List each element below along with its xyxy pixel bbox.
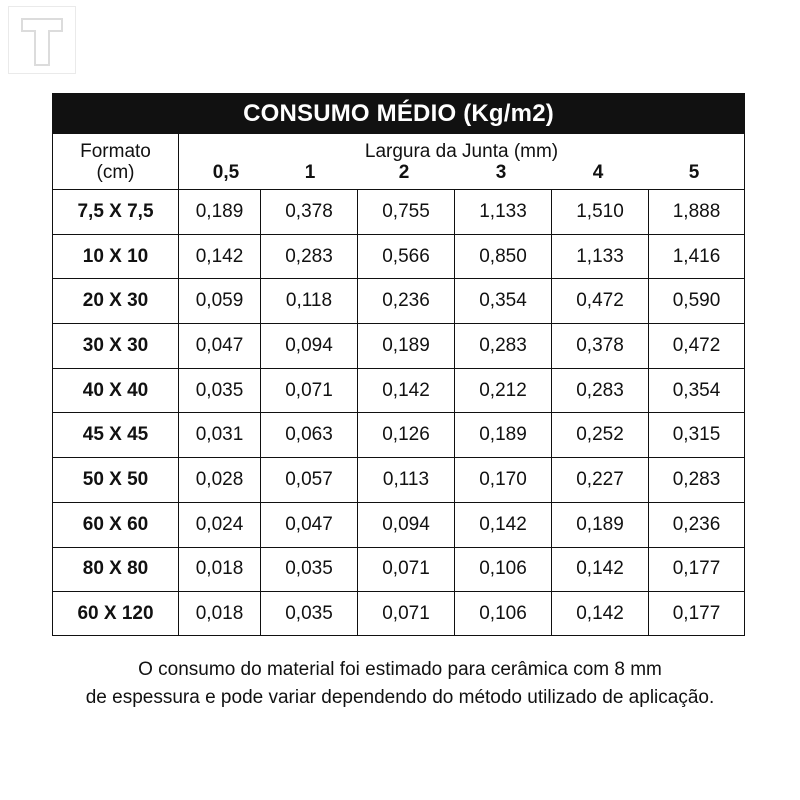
value-cell: 0,035 — [261, 548, 358, 592]
column-header: 3 — [495, 162, 507, 183]
table-row — [53, 278, 744, 323]
brand-logo — [8, 6, 76, 74]
value-cell: 0,590 — [672, 290, 721, 312]
value-cell: 0,189 — [179, 190, 261, 234]
table-row — [53, 189, 744, 234]
format-cell: 60 X 120 — [53, 592, 179, 636]
format-cell: 20 X 30 — [53, 279, 179, 323]
format-header-line1: Formato — [80, 140, 151, 162]
value-cell: 0,094 — [358, 503, 455, 547]
column-header: 4 — [592, 162, 604, 183]
value-cell: 0,057 — [261, 458, 358, 502]
consumption-table — [52, 93, 745, 636]
value-cell: 0,283 — [261, 235, 358, 279]
value-cell: 0,035 — [261, 592, 358, 636]
value-cell: 0,189 — [552, 503, 649, 547]
value-cell: 0,031 — [179, 413, 261, 457]
value-cell: 0,142 — [552, 548, 649, 592]
value-cell: 1,888 — [672, 200, 721, 222]
table-title: CONSUMO MÉDIO (Kg/m2) — [53, 94, 744, 134]
value-cell: 0,189 — [455, 413, 552, 457]
value-cell: 0,142 — [179, 235, 261, 279]
value-cell: 0,755 — [358, 190, 455, 234]
column-header: 2 — [398, 162, 410, 183]
value-cell: 0,252 — [552, 413, 649, 457]
joint-width-header — [179, 134, 744, 189]
value-cell: 0,236 — [358, 279, 455, 323]
value-cell: 0,018 — [179, 592, 261, 636]
table-row — [53, 412, 744, 457]
format-header-line2: (cm) — [96, 161, 135, 183]
table-row — [53, 547, 744, 592]
column-header: 5 — [688, 162, 700, 183]
value-cell: 0,354 — [455, 279, 552, 323]
value-cell: 0,071 — [358, 548, 455, 592]
format-cell: 50 X 50 — [53, 458, 179, 502]
value-cell: 0,566 — [358, 235, 455, 279]
format-cell: 7,5 X 7,5 — [53, 190, 179, 234]
value-cell: 1,133 — [455, 190, 552, 234]
value-cell: 0,472 — [672, 334, 721, 356]
value-cell: 0,047 — [261, 503, 358, 547]
table-row — [53, 368, 744, 413]
value-cell: 0,142 — [358, 369, 455, 413]
value-cell: 0,378 — [261, 190, 358, 234]
table-body — [53, 189, 744, 636]
footnote — [0, 656, 800, 712]
format-header — [53, 134, 179, 189]
value-cell: 0,071 — [358, 592, 455, 636]
value-cell: 0,189 — [358, 324, 455, 368]
value-cell: 0,283 — [672, 468, 721, 490]
value-cell: 0,047 — [179, 324, 261, 368]
value-cell: 0,177 — [672, 603, 721, 625]
value-cell: 0,113 — [358, 458, 455, 502]
format-cell: 45 X 45 — [53, 413, 179, 457]
format-cell: 30 X 30 — [53, 324, 179, 368]
value-cell: 0,063 — [261, 413, 358, 457]
value-cell: 0,094 — [261, 324, 358, 368]
table-row — [53, 234, 744, 279]
value-cell: 0,472 — [552, 279, 649, 323]
value-cell: 0,018 — [179, 548, 261, 592]
value-cell: 0,106 — [455, 548, 552, 592]
value-cell: 1,416 — [672, 245, 721, 267]
column-header: 0,5 — [212, 162, 240, 183]
value-cell: 1,133 — [552, 235, 649, 279]
value-cell: 0,177 — [672, 558, 721, 580]
value-cell: 0,024 — [179, 503, 261, 547]
value-cell: 0,059 — [179, 279, 261, 323]
value-cell: 0,315 — [672, 424, 721, 446]
value-cell: 0,126 — [358, 413, 455, 457]
value-cell: 0,850 — [455, 235, 552, 279]
value-cell: 0,142 — [552, 592, 649, 636]
format-cell: 10 X 10 — [53, 235, 179, 279]
value-cell: 0,071 — [261, 369, 358, 413]
value-cell: 0,212 — [455, 369, 552, 413]
value-cell: 0,227 — [552, 458, 649, 502]
value-cell: 0,106 — [455, 592, 552, 636]
value-cell: 0,378 — [552, 324, 649, 368]
value-cell: 0,142 — [455, 503, 552, 547]
footnote-line2: de espessura e pode variar dependendo do método utilizado de aplicação. — [85, 687, 715, 708]
table-row — [53, 323, 744, 368]
table-row — [53, 502, 744, 547]
format-cell: 40 X 40 — [53, 369, 179, 413]
value-cell: 0,170 — [455, 458, 552, 502]
column-header: 1 — [304, 162, 316, 183]
t-letter-logo-icon — [9, 7, 75, 73]
value-cell: 0,118 — [261, 279, 358, 323]
value-cell: 0,035 — [179, 369, 261, 413]
value-cell: 0,283 — [552, 369, 649, 413]
joint-width-label: Largura da Junta (mm) — [364, 141, 559, 162]
value-cell: 0,354 — [672, 379, 721, 401]
value-cell: 1,510 — [552, 190, 649, 234]
format-cell: 80 X 80 — [53, 548, 179, 592]
footnote-line1: O consumo do material foi estimado para cerâmica com 8 mm — [138, 659, 662, 680]
value-cell: 0,028 — [179, 458, 261, 502]
table-row — [53, 457, 744, 502]
value-cell: 0,236 — [672, 513, 721, 535]
table-row — [53, 591, 744, 636]
value-cell: 0,283 — [455, 324, 552, 368]
format-cell: 60 X 60 — [53, 503, 179, 547]
